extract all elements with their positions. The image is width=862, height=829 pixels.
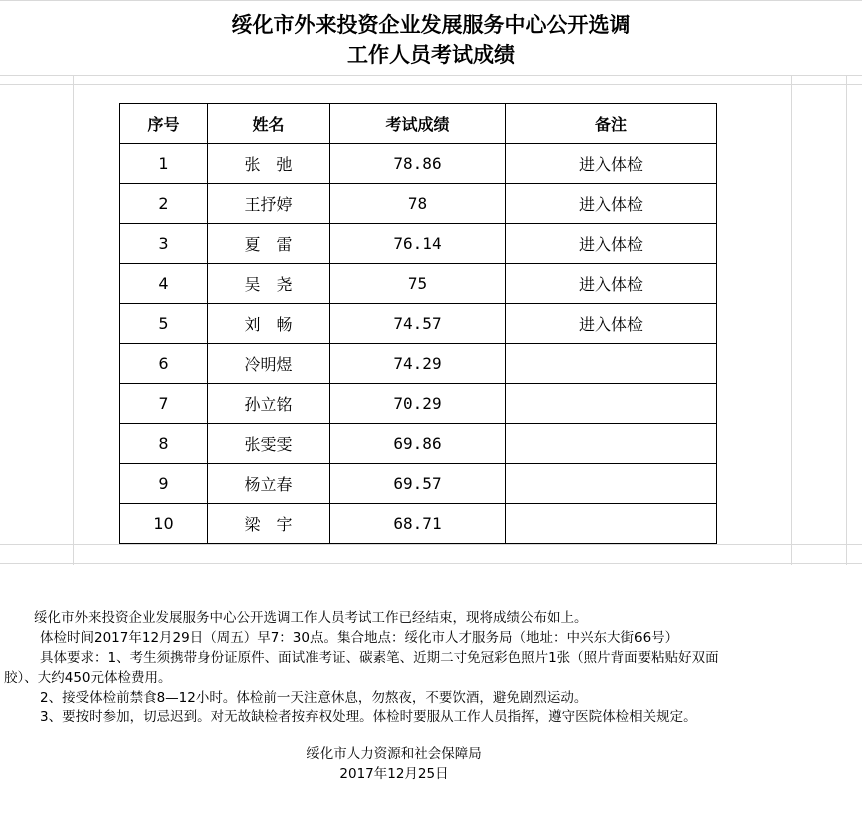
notice-requirement-1: 具体要求：1、考生须携带身份证原件、面试准考证、碳素笔、近期二寸免冠彩色照片1张（照片背面要粘贴好双面 [40, 650, 719, 666]
cell-no: 10 [120, 504, 208, 544]
table-row [120, 144, 717, 184]
cell-no: 9 [120, 464, 208, 504]
cell-name: 夏 雷 [208, 224, 330, 264]
notice-requirement-1-cont: 胶）、大约450元体检费用。 [4, 670, 172, 686]
cell-name: 张 弛 [208, 144, 330, 184]
cell-name: 刘 畅 [208, 304, 330, 344]
table-row [120, 504, 717, 544]
cell-name: 梁 宇 [208, 504, 330, 544]
cell-score: 76.14 [330, 224, 506, 264]
signature-date: 2017年12月25日 [339, 766, 449, 782]
header-name: 姓名 [208, 104, 330, 144]
table-row [120, 224, 717, 264]
cell-score: 78.86 [330, 144, 506, 184]
cell-no: 7 [120, 384, 208, 424]
notice-requirement-3: 3、要按时参加，切忌迟到。对无故缺检者按弃权处理。体检时要服从工作人员指挥，遵守医院体检相关规定。 [40, 709, 697, 725]
table-header-row [120, 104, 717, 144]
notice-exam-time: 体检时间2017年12月29日（周五）早7：30点。集合地点：绥化市人才服务局（地址：中兴东大街66号） [40, 630, 679, 646]
cell-name: 吴 尧 [208, 264, 330, 304]
header-remark: 备注 [506, 104, 717, 144]
header-score: 考试成绩 [330, 104, 506, 144]
cell-score: 69.57 [330, 464, 506, 504]
cell-name: 张雯雯 [208, 424, 330, 464]
cell-no: 3 [120, 224, 208, 264]
page-title-line2: 工作人员考试成绩 [347, 43, 515, 67]
cell-score: 70.29 [330, 384, 506, 424]
table-row [120, 264, 717, 304]
cell-remark [506, 464, 717, 504]
cell-remark: 进入体检 [506, 304, 717, 344]
cell-score: 69.86 [330, 424, 506, 464]
cell-no: 4 [120, 264, 208, 304]
cell-remark: 进入体检 [506, 184, 717, 224]
cell-no: 8 [120, 424, 208, 464]
signature-org: 绥化市人力资源和社会保障局 [306, 746, 482, 762]
cell-score: 75 [330, 264, 506, 304]
cell-name: 王抒婷 [208, 184, 330, 224]
cell-remark: 进入体检 [506, 264, 717, 304]
cell-remark [506, 344, 717, 384]
cell-remark [506, 504, 717, 544]
cell-score: 74.57 [330, 304, 506, 344]
cell-no: 6 [120, 344, 208, 384]
table-row [120, 304, 717, 344]
cell-no: 1 [120, 144, 208, 184]
cell-score: 74.29 [330, 344, 506, 384]
table-row [120, 344, 717, 384]
cell-remark [506, 384, 717, 424]
cell-score: 78 [330, 184, 506, 224]
notice-requirement-2: 2、接受体检前禁食8—12小时。体检前一天注意休息，勿熬夜，不要饮酒，避免剧烈运动。 [40, 690, 588, 706]
table-row [120, 464, 717, 504]
table-row [120, 424, 717, 464]
notice-intro: 绥化市外来投资企业发展服务中心公开选调工作人员考试工作已经结束，现将成绩公布如上。 [34, 610, 588, 626]
header-no: 序号 [120, 104, 208, 144]
page-title-line1: 绥化市外来投资企业发展服务中心公开选调 [231, 13, 631, 37]
cell-name: 冷明煜 [208, 344, 330, 384]
table-row [120, 384, 717, 424]
cell-remark: 进入体检 [506, 144, 717, 184]
cell-name: 孙立铭 [208, 384, 330, 424]
cell-no: 2 [120, 184, 208, 224]
table-row [120, 184, 717, 224]
cell-score: 68.71 [330, 504, 506, 544]
cell-remark [506, 424, 717, 464]
cell-name: 杨立春 [208, 464, 330, 504]
cell-no: 5 [120, 304, 208, 344]
score-table [119, 103, 717, 544]
cell-remark: 进入体检 [506, 224, 717, 264]
